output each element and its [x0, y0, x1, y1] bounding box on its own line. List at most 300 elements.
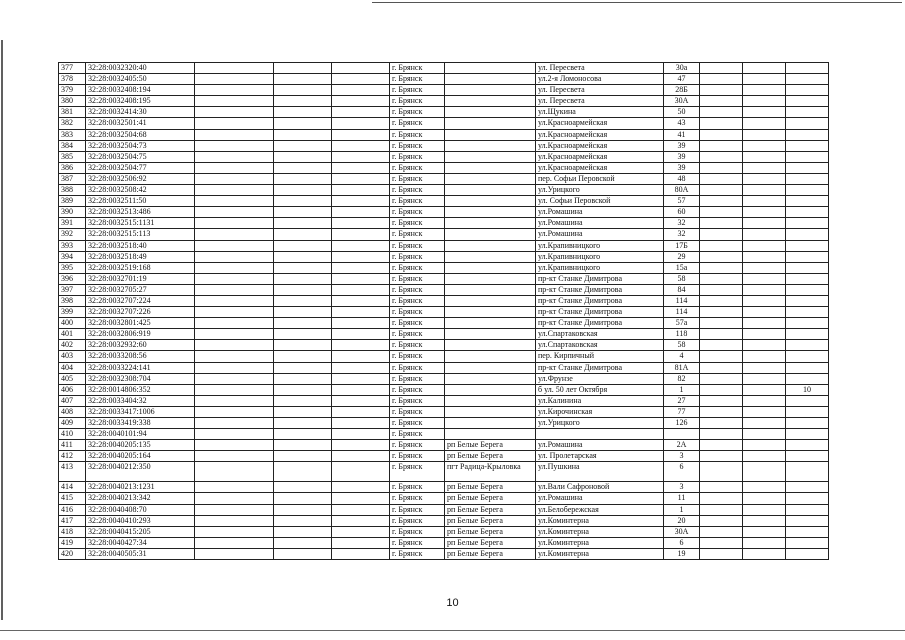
empty-cell: [700, 482, 743, 493]
city-cell: г. Брянск: [390, 251, 445, 262]
empty-cell: [274, 351, 332, 362]
empty-cell: [332, 373, 390, 384]
cadastral-number: 32:28:0032506:92: [86, 173, 195, 184]
cadastral-number: 32:28:0040213:1231: [86, 482, 195, 493]
empty-cell: [195, 307, 274, 318]
empty-cell: [274, 185, 332, 196]
street-cell: ул. Пересвета: [536, 63, 664, 74]
row-number: 398: [59, 295, 86, 306]
empty-cell: [700, 329, 743, 340]
empty-cell: [332, 74, 390, 85]
settlement-cell: [445, 329, 536, 340]
empty-cell: [195, 273, 274, 284]
empty-cell: [700, 351, 743, 362]
settlement-cell: [445, 373, 536, 384]
table-row: [59, 362, 829, 373]
street-cell: ул.Крапивницкого: [536, 262, 664, 273]
empty-cell: [195, 451, 274, 462]
street-cell: ул.Пушкина: [536, 462, 664, 482]
house-number: 47: [664, 74, 700, 85]
city-cell: г. Брянск: [390, 451, 445, 462]
city-cell: г. Брянск: [390, 140, 445, 151]
street-cell: ул.Коминтерна: [536, 548, 664, 559]
empty-cell: [743, 140, 786, 151]
street-cell: пр-кт Станке Димитрова: [536, 307, 664, 318]
settlement-cell: [445, 240, 536, 251]
empty-cell: [274, 440, 332, 451]
street-cell: ул. Софьи Перовской: [536, 196, 664, 207]
settlement-cell: [445, 185, 536, 196]
empty-cell: [700, 240, 743, 251]
empty-cell: [195, 251, 274, 262]
empty-cell: [332, 482, 390, 493]
row-number: 389: [59, 196, 86, 207]
street-cell: пер. Кирпичный: [536, 351, 664, 362]
empty-cell: [743, 395, 786, 406]
street-cell: ул.Коминтерна: [536, 515, 664, 526]
empty-cell: [195, 118, 274, 129]
empty-cell: [195, 537, 274, 548]
table-row: [59, 74, 829, 85]
city-cell: г. Брянск: [390, 351, 445, 362]
empty-cell: [274, 218, 332, 229]
house-number: 28Б: [664, 85, 700, 96]
row-number: 399: [59, 307, 86, 318]
city-cell: г. Брянск: [390, 307, 445, 318]
house-number: 60: [664, 207, 700, 218]
cadastral-number: 32:28:0032508:42: [86, 185, 195, 196]
row-number: 412: [59, 451, 86, 462]
street-cell: ул.Красноармейская: [536, 162, 664, 173]
empty-cell: [274, 482, 332, 493]
empty-cell: [195, 340, 274, 351]
empty-cell: [743, 251, 786, 262]
empty-cell: [700, 63, 743, 74]
settlement-cell: рп Белые Берега: [445, 548, 536, 559]
row-number: 409: [59, 418, 86, 429]
extra-value: [786, 74, 829, 85]
empty-cell: [743, 440, 786, 451]
city-cell: г. Брянск: [390, 107, 445, 118]
empty-cell: [700, 185, 743, 196]
house-number: 30А: [664, 96, 700, 107]
row-number: 407: [59, 395, 86, 406]
empty-cell: [743, 284, 786, 295]
empty-cell: [743, 307, 786, 318]
street-cell: ул.Ромашина: [536, 440, 664, 451]
empty-cell: [195, 526, 274, 537]
empty-cell: [195, 218, 274, 229]
street-cell: ул.Красноармейская: [536, 151, 664, 162]
cadastral-number: 32:28:0032320:40: [86, 63, 195, 74]
empty-cell: [332, 429, 390, 440]
settlement-cell: [445, 395, 536, 406]
empty-cell: [195, 373, 274, 384]
settlement-cell: [445, 74, 536, 85]
house-number: 3: [664, 451, 700, 462]
house-number: 15а: [664, 262, 700, 273]
row-number: 417: [59, 515, 86, 526]
cadastral-number: 32:28:0032501:41: [86, 118, 195, 129]
empty-cell: [332, 151, 390, 162]
extra-value: [786, 329, 829, 340]
empty-cell: [700, 273, 743, 284]
cadastral-number: 32:28:0032707:226: [86, 307, 195, 318]
settlement-cell: рп Белые Берега: [445, 515, 536, 526]
extra-value: [786, 406, 829, 417]
cadastral-number: 32:28:0032308:704: [86, 373, 195, 384]
empty-cell: [195, 295, 274, 306]
empty-cell: [743, 118, 786, 129]
extra-value: [786, 284, 829, 295]
empty-cell: [274, 240, 332, 251]
extra-value: [786, 218, 829, 229]
table-row: [59, 384, 829, 395]
house-number: [664, 429, 700, 440]
settlement-cell: [445, 173, 536, 184]
empty-cell: [274, 395, 332, 406]
extra-value: [786, 373, 829, 384]
extra-value: [786, 151, 829, 162]
cadastral-number: 32:28:0040205:135: [86, 440, 195, 451]
extra-value: [786, 493, 829, 504]
empty-cell: [743, 340, 786, 351]
extra-value: [786, 63, 829, 74]
house-number: 27: [664, 395, 700, 406]
street-cell: ул.Ромашина: [536, 207, 664, 218]
table-row: [59, 429, 829, 440]
table-row: [59, 185, 829, 196]
empty-cell: [743, 207, 786, 218]
street-cell: пр-кт Станке Димитрова: [536, 295, 664, 306]
empty-cell: [195, 140, 274, 151]
empty-cell: [274, 262, 332, 273]
cadastral-number: 32:28:0032504:75: [86, 151, 195, 162]
empty-cell: [274, 384, 332, 395]
settlement-cell: [445, 85, 536, 96]
city-cell: г. Брянск: [390, 429, 445, 440]
city-cell: г. Брянск: [390, 462, 445, 482]
cadastral-number: 32:28:0040505:31: [86, 548, 195, 559]
house-number: 48: [664, 173, 700, 184]
empty-cell: [332, 162, 390, 173]
row-number: 387: [59, 173, 86, 184]
cadastral-number: 32:28:0032504:68: [86, 129, 195, 140]
empty-cell: [332, 207, 390, 218]
city-cell: г. Брянск: [390, 284, 445, 295]
extra-value: [786, 251, 829, 262]
empty-cell: [195, 548, 274, 559]
settlement-cell: [445, 351, 536, 362]
extra-value: [786, 307, 829, 318]
empty-cell: [332, 351, 390, 362]
empty-cell: [743, 85, 786, 96]
empty-cell: [332, 340, 390, 351]
table-row: [59, 85, 829, 96]
street-cell: пр-кт Станке Димитрова: [536, 284, 664, 295]
extra-value: [786, 140, 829, 151]
settlement-cell: [445, 118, 536, 129]
extra-value: [786, 96, 829, 107]
empty-cell: [332, 240, 390, 251]
empty-cell: [743, 162, 786, 173]
street-cell: ул. Пересвета: [536, 96, 664, 107]
street-cell: ул.Вали Сафроновой: [536, 482, 664, 493]
empty-cell: [700, 537, 743, 548]
cadastral-number: 32:28:0032513:486: [86, 207, 195, 218]
row-number: 411: [59, 440, 86, 451]
city-cell: г. Брянск: [390, 440, 445, 451]
house-number: 50: [664, 107, 700, 118]
extra-value: [786, 340, 829, 351]
settlement-cell: рп Белые Берега: [445, 537, 536, 548]
empty-cell: [700, 151, 743, 162]
empty-cell: [195, 107, 274, 118]
empty-cell: [743, 295, 786, 306]
row-number: 385: [59, 151, 86, 162]
empty-cell: [743, 429, 786, 440]
cadastral-number: 32:28:0032701:19: [86, 273, 195, 284]
table-row: [59, 537, 829, 548]
row-number: 379: [59, 85, 86, 96]
row-number: 402: [59, 340, 86, 351]
empty-cell: [195, 395, 274, 406]
city-cell: г. Брянск: [390, 362, 445, 373]
city-cell: г. Брянск: [390, 329, 445, 340]
settlement-cell: [445, 229, 536, 240]
empty-cell: [700, 429, 743, 440]
table-row: [59, 107, 829, 118]
house-number: 82: [664, 373, 700, 384]
cadastral-number: 32:28:0032932:60: [86, 340, 195, 351]
house-number: 30а: [664, 63, 700, 74]
empty-cell: [700, 107, 743, 118]
empty-cell: [195, 429, 274, 440]
row-number: 413: [59, 462, 86, 482]
empty-cell: [195, 229, 274, 240]
street-cell: ул.Урицкого: [536, 185, 664, 196]
empty-cell: [332, 118, 390, 129]
empty-cell: [274, 373, 332, 384]
empty-cell: [274, 63, 332, 74]
street-cell: ул.Коминтерна: [536, 537, 664, 548]
empty-cell: [700, 384, 743, 395]
extra-value: [786, 504, 829, 515]
empty-cell: [332, 85, 390, 96]
empty-cell: [700, 504, 743, 515]
house-number: 19: [664, 548, 700, 559]
extra-value: [786, 295, 829, 306]
extra-value: [786, 262, 829, 273]
extra-value: [786, 440, 829, 451]
city-cell: г. Брянск: [390, 63, 445, 74]
city-cell: г. Брянск: [390, 537, 445, 548]
cadastral-number: 32:28:0040213:342: [86, 493, 195, 504]
empty-cell: [332, 107, 390, 118]
table-row: [59, 548, 829, 559]
extra-value: 10: [786, 384, 829, 395]
empty-cell: [700, 196, 743, 207]
cadastral-number: 32:28:0032408:194: [86, 85, 195, 96]
settlement-cell: [445, 63, 536, 74]
empty-cell: [274, 85, 332, 96]
street-cell: ул.Красноармейская: [536, 140, 664, 151]
empty-cell: [332, 329, 390, 340]
house-number: 4: [664, 351, 700, 362]
street-cell: ул.Ромашина: [536, 218, 664, 229]
street-cell: ул.Кирочинская: [536, 406, 664, 417]
extra-value: [786, 395, 829, 406]
empty-cell: [743, 185, 786, 196]
city-cell: г. Брянск: [390, 340, 445, 351]
empty-cell: [743, 482, 786, 493]
table-row: [59, 229, 829, 240]
extra-value: [786, 515, 829, 526]
table-row: [59, 262, 829, 273]
extra-value: [786, 85, 829, 96]
settlement-cell: [445, 318, 536, 329]
cadastral-number: 32:28:0032707:224: [86, 295, 195, 306]
row-number: 416: [59, 504, 86, 515]
house-number: 20: [664, 515, 700, 526]
cadastral-number: 32:28:0014806:352: [86, 384, 195, 395]
extra-value: [786, 362, 829, 373]
city-cell: г. Брянск: [390, 151, 445, 162]
empty-cell: [195, 63, 274, 74]
house-number: 118: [664, 329, 700, 340]
empty-cell: [274, 504, 332, 515]
settlement-cell: [445, 107, 536, 118]
empty-cell: [274, 548, 332, 559]
city-cell: г. Брянск: [390, 229, 445, 240]
extra-value: [786, 240, 829, 251]
empty-cell: [274, 74, 332, 85]
empty-cell: [332, 395, 390, 406]
empty-cell: [700, 118, 743, 129]
empty-cell: [700, 493, 743, 504]
row-number: 393: [59, 240, 86, 251]
house-number: 57: [664, 196, 700, 207]
house-number: 11: [664, 493, 700, 504]
empty-cell: [743, 548, 786, 559]
city-cell: г. Брянск: [390, 395, 445, 406]
table-row: [59, 129, 829, 140]
extra-value: [786, 162, 829, 173]
extra-value: [786, 318, 829, 329]
empty-cell: [195, 185, 274, 196]
row-number: 382: [59, 118, 86, 129]
empty-cell: [743, 406, 786, 417]
top-scan-rule: [372, 2, 902, 3]
row-number: 414: [59, 482, 86, 493]
empty-cell: [743, 218, 786, 229]
empty-cell: [274, 329, 332, 340]
city-cell: г. Брянск: [390, 273, 445, 284]
street-cell: ул.Красноармейская: [536, 129, 664, 140]
empty-cell: [274, 307, 332, 318]
empty-cell: [195, 504, 274, 515]
settlement-cell: [445, 140, 536, 151]
empty-cell: [743, 273, 786, 284]
house-number: 30А: [664, 526, 700, 537]
cadastral-number: 32:28:0032408:195: [86, 96, 195, 107]
empty-cell: [332, 218, 390, 229]
empty-cell: [195, 96, 274, 107]
empty-cell: [274, 229, 332, 240]
row-number: 415: [59, 493, 86, 504]
cadastral-number: 32:28:0032518:49: [86, 251, 195, 262]
table-row: [59, 504, 829, 515]
row-number: 401: [59, 329, 86, 340]
empty-cell: [195, 440, 274, 451]
house-number: 32: [664, 229, 700, 240]
table-row: [59, 515, 829, 526]
empty-cell: [743, 63, 786, 74]
settlement-cell: [445, 362, 536, 373]
empty-cell: [743, 107, 786, 118]
settlement-cell: [445, 273, 536, 284]
extra-value: [786, 185, 829, 196]
table-row: [59, 273, 829, 284]
house-number: 77: [664, 406, 700, 417]
empty-cell: [700, 162, 743, 173]
house-number: 2А: [664, 440, 700, 451]
empty-cell: [700, 262, 743, 273]
empty-cell: [195, 351, 274, 362]
cadastral-number: 32:28:0032504:73: [86, 140, 195, 151]
empty-cell: [700, 229, 743, 240]
street-cell: пр-кт Станке Димитрова: [536, 273, 664, 284]
empty-cell: [195, 196, 274, 207]
empty-cell: [743, 526, 786, 537]
house-number: 84: [664, 284, 700, 295]
row-number: 395: [59, 262, 86, 273]
street-cell: ул.Белобережская: [536, 504, 664, 515]
empty-cell: [700, 440, 743, 451]
empty-cell: [700, 173, 743, 184]
settlement-cell: рп Белые Берега: [445, 451, 536, 462]
table-row: [59, 240, 829, 251]
empty-cell: [332, 418, 390, 429]
empty-cell: [195, 240, 274, 251]
cadastral-number: 32:28:0032504:77: [86, 162, 195, 173]
house-number: 32: [664, 218, 700, 229]
street-cell: [536, 429, 664, 440]
empty-cell: [274, 140, 332, 151]
row-number: 384: [59, 140, 86, 151]
empty-cell: [700, 96, 743, 107]
empty-cell: [274, 151, 332, 162]
house-number: 58: [664, 340, 700, 351]
city-cell: г. Брянск: [390, 262, 445, 273]
extra-value: [786, 273, 829, 284]
empty-cell: [743, 451, 786, 462]
empty-cell: [274, 340, 332, 351]
empty-cell: [743, 493, 786, 504]
empty-cell: [195, 384, 274, 395]
cadastral-number: 32:28:0033224:141: [86, 362, 195, 373]
row-number: 420: [59, 548, 86, 559]
empty-cell: [700, 85, 743, 96]
city-cell: г. Брянск: [390, 185, 445, 196]
extra-value: [786, 548, 829, 559]
empty-cell: [700, 251, 743, 262]
empty-cell: [274, 537, 332, 548]
empty-cell: [274, 362, 332, 373]
settlement-cell: [445, 418, 536, 429]
row-number: 400: [59, 318, 86, 329]
cadastral-number: 32:28:0032414:30: [86, 107, 195, 118]
